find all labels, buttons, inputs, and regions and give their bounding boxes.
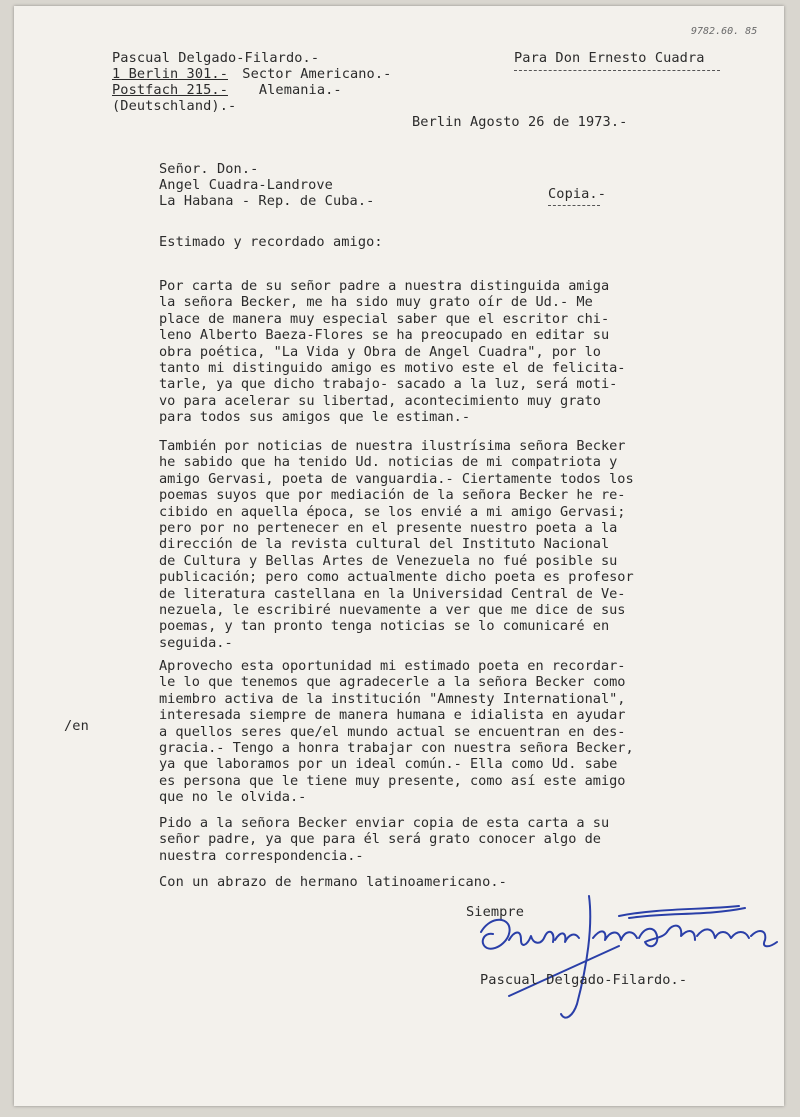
text-line: nuestra correspondencia.- [159,847,364,864]
archive-number: 9782.60. 85 [691,26,758,37]
text-line: ya que laboramos por un ideal común.- Ella como Ud. sabe [159,756,618,773]
salutation: Estimado y recordado amigo: [159,234,383,250]
text-line: place de manera muy especial saber que el escritor chi- [159,310,610,327]
text-line: a quellos seres que/el mundo actual se encuentran en des- [159,723,626,740]
text-line: tarle, ya que dicho trabajo- sacado a la luz, será moti- [159,376,618,393]
addressee-place: La Habana - Rep. de Cuba.- [159,193,375,209]
text-line: interesada siempre de manera humana e idialista en ayudar [159,707,626,724]
sender-country-es: Alemania.- [234,82,342,98]
margin-note: /en [64,718,89,734]
addressee-name: Angel Cuadra-Landrove [159,177,333,193]
letter-page [14,6,784,1106]
text-line: vo para acelerar su libertad, acontecimiento muy grato [159,392,601,409]
text-line: amigo Gervasi, poeta de vanguardia.- Ciertamente todos los [159,470,634,487]
text-line: pero por no pertenecer en el presente nuestro poeta a la [159,520,618,537]
text-line: Por carta de su señor padre a nuestra distinguida amiga [159,278,610,294]
text-line: de literatura castellana en la Universidad Central de Ve- [159,585,626,602]
text-line: para todos sus amigos que le estiman.- [159,409,470,426]
text-line: poemas, y tan pronto tenga noticias se lo comunicaré en [159,618,610,635]
copy-label: Copia.- [548,186,606,202]
text-line: leno Alberto Baeza-Flores se ha preocupado en editar su [159,327,610,344]
text-line: poemas suyos que por mediación de la señora Becker he re- [159,487,626,504]
text-line: le lo que tenemos que agradecerle a la señora Becker como [159,674,626,691]
handwritten-signature [469,886,789,1036]
sender-country-de: (Deutschland).- [112,98,237,114]
text-line: nezuela, le escribiré nuevamente a ver que me dice de sus [159,602,626,619]
recipient-note: Para Don Ernesto Cuadra [514,50,705,66]
text-line: señor padre, ya que para él será grato conocer algo de [159,831,601,848]
text-line: es persona que le tiene muy presente, como así este amigo [159,772,626,789]
text-line: publicación; pero como actualmente dicho poeta es profesor [159,569,634,586]
letter-date: Berlin Agosto 26 de 1973.- [412,114,628,130]
text-line: miembro activa de la institución "Amnesty International", [159,690,626,707]
paragraph-1 [159,278,719,426]
text-line: Aprovecho esta oportunidad mi estimado poeta en recordar- [159,658,626,674]
text-line: Pido a la señora Becker enviar copia de esta carta a su [159,815,610,831]
text-line: la señora Becker, me ha sido muy grato oír de Ud.- Me [159,294,593,311]
valediction: Siempre [466,904,524,920]
addressee-title: Señor. Don.- [159,161,259,177]
text-line: tanto mi distinguido amigo es motivo este el de felicita- [159,360,626,377]
text-line: gracia.- Tengo a honra trabajar con nuestra señora Becker, [159,740,634,757]
sender-sector: Sector Americano.- [234,66,392,82]
text-line: También por noticias de nuestra ilustrísima señora Becker [159,438,626,454]
text-line: dirección de la revista cultural del Instituto Nacional [159,536,610,553]
paragraph-2 [159,438,719,651]
recipient-note-underline [514,70,720,71]
paragraph-4 [159,815,719,864]
copy-label-underline [548,205,600,206]
paragraph-3 [159,658,719,806]
text-line: obra poética, "La Vida y Obra de Angel Cuadra", por lo [159,343,601,360]
text-line: que no le olvida.- [159,789,307,806]
sender-address-1: 1 Berlin 301.- [112,66,228,82]
closing: Con un abrazo de hermano latinoamericano.- [159,874,507,890]
text-line: he sabido que ha tenido Ud. noticias de mi compatriota y [159,454,618,471]
signature-name: Pascual Delgado-Filardo.- [480,972,688,988]
text-line: cibido en aquella época, se los envié a mi amigo Gervasi; [159,503,626,520]
sender-name: Pascual Delgado-Filardo.- [112,50,320,66]
text-line: seguida.- [159,634,233,651]
sender-postfach: Postfach 215.- [112,82,228,98]
text-line: de Cultura y Bellas Artes de Venezuela no fué posible su [159,552,618,569]
